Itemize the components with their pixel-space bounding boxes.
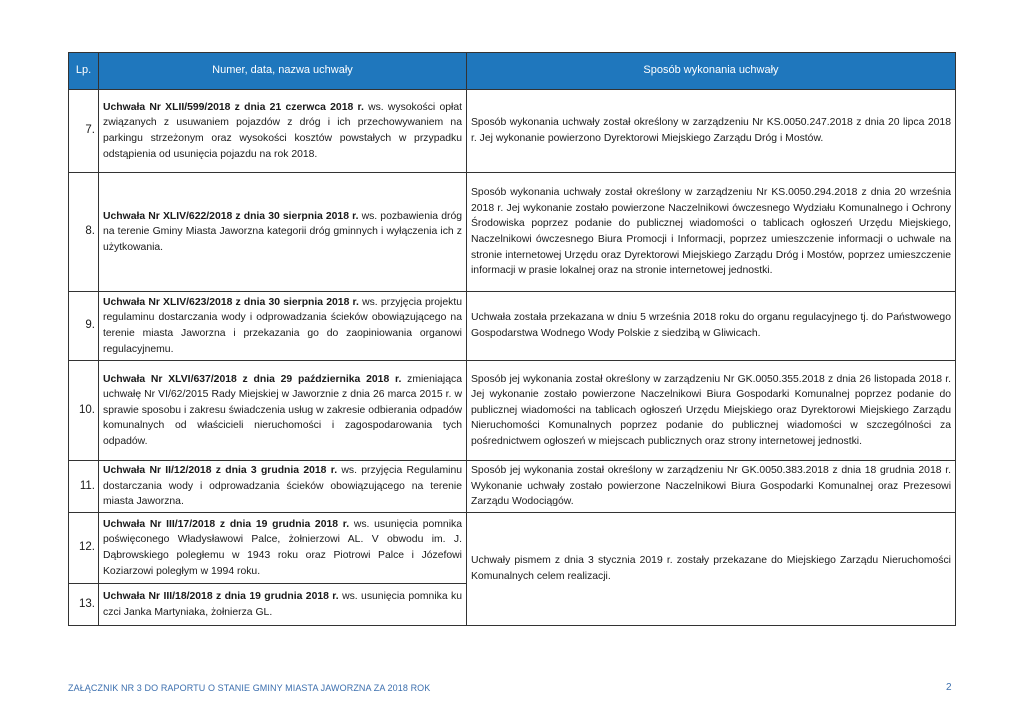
execution-cell: Sposób jej wykonania został określony w zarządzeniu Nr GK.0050.383.2018 z dnia 18 grudnia 2018 r. Wykonanie uchwały zostało powierzone Naczelnikowi Biura Gospodarki Komunalnej oraz Prezesowi Zarządu Wodociągów. (467, 461, 956, 513)
row-number: 10. (69, 361, 99, 461)
resolution-title: Uchwała Nr XLVI/637/2018 z dnia 29 października 2018 r. (103, 373, 402, 385)
column-header-resolution: Numer, data, nazwa uchwały (99, 53, 467, 90)
table-row (69, 173, 956, 292)
table-row (69, 292, 956, 361)
resolution-cell (99, 173, 467, 292)
resolution-subject: ws. wysokości opłat związanych z usuwaniem pojazdów z dróg i ich przechowywaniem na parkingu strzeżonym oraz wysokości kosztów powstałych w przypadku odstąpienia od usunięcia pojazdu na rok 2018. (103, 101, 462, 160)
table-row (69, 461, 956, 513)
resolution-subject: ws. usunięcia pomnika poświęconego Władysławowi Palce, żołnierzowi AL. V obwodu im. J. Dąbrowskiego poległemu w 1943 roku oraz Piotrowi Palce i Józefowi Koziarzowi poległym w 1994 roku. (103, 518, 462, 577)
row-number: 9. (69, 292, 99, 361)
resolution-title: Uchwała Nr XLII/599/2018 z dnia 21 czerwca 2018 r. (103, 101, 364, 113)
resolution-cell (99, 292, 467, 361)
resolution-title: Uchwała Nr III/17/2018 z dnia 19 grudnia 2018 r. (103, 518, 350, 530)
resolution-cell (99, 361, 467, 461)
resolution-title: Uchwała Nr II/12/2018 z dnia 3 grudnia 2018 r. (103, 465, 338, 477)
execution-cell: Uchwała została przekazana w dniu 5 września 2018 roku do organu regulacyjnego tj. do Państwowego Gospodarstwa Wodnego Wody Polskie z siedzibą w Gliwicach. (467, 292, 956, 361)
table-row (69, 90, 956, 173)
resolution-subject: ws. przyjęcia Regulaminu dostarczania wody i odprowadzania ścieków obowiązującego na terenie miasta Jaworzna. (103, 465, 462, 508)
table-row (69, 513, 956, 584)
page-number: 2 (946, 682, 952, 693)
resolution-title: Uchwała Nr III/18/2018 z dnia 19 grudnia 2018 r. (103, 590, 339, 602)
resolution-title: Uchwała Nr XLIV/622/2018 z dnia 30 sierpnia 2018 r. (103, 210, 359, 222)
column-header-lp: Lp. (69, 53, 99, 90)
resolution-cell (99, 461, 467, 513)
resolutions-table (68, 52, 956, 626)
row-number: 8. (69, 173, 99, 292)
execution-cell: Sposób jej wykonania został określony w zarządzeniu Nr GK.0050.355.2018 z dnia 26 listopada 2018 r. Jej wykonanie zostało powierzone Naczelnikowi Biura Gospodarki Komunalnej poprzez podanie do publicznej wiadomości na tablicach ogłoszeń Urzędu Miejskiego oraz Dyrektorowi Miejskiego Zarządu Nieruchomości Komunalnych poprzez podanie do publicznej wiadomości w szczególności za pośrednictwem ogłoszeń w miejscach publicznych oraz strony internetowej jednostki. (467, 361, 956, 461)
row-number: 11. (69, 461, 99, 513)
column-header-execution: Sposób wykonania uchwały (467, 53, 956, 90)
row-number: 12. (69, 513, 99, 584)
table-header-row (69, 53, 956, 90)
resolution-subject: ws. usunięcia pomnika ku czci Janka Martyniaka, żołnierza GL. (103, 590, 462, 618)
resolution-subject: ws. pozbawienia dróg na terenie Gminy Miasta Jaworzna kategorii dróg gminnych i wyłączenia ich z użytkowania. (103, 210, 462, 253)
row-number: 13. (69, 584, 99, 626)
execution-cell: Sposób wykonania uchwały został określony w zarządzeniu Nr KS.0050.247.2018 z dnia 20 lipca 2018 r. Jej wykonanie powierzono Dyrektorowi Miejskiego Zarządu Dróg i Mostów. (467, 90, 956, 173)
resolution-cell (99, 584, 467, 626)
row-number: 7. (69, 90, 99, 173)
table-row (69, 361, 956, 461)
resolution-title: Uchwała Nr XLIV/623/2018 z dnia 30 sierpnia 2018 r. (103, 296, 359, 308)
resolution-subject: zmieniająca uchwałę Nr VI/62/2015 Rady Miejskiej w Jaworznie z dnia 26 marca 2015 r. w sprawie sposobu i zakresu świadczenia usług w zakresie odbierania odpadów komunalnych od właścicieli nieruchomości i zagospodarowania tych odpadów. (103, 373, 462, 447)
footer-label: ZAŁĄCZNIK NR 3 DO RAPORTU O STANIE GMINY MIASTA JAWORZNA ZA 2018 ROK (68, 683, 431, 693)
execution-cell: Uchwały pismem z dnia 3 stycznia 2019 r. zostały przekazane do Miejskiego Zarządu Nieruchomości Komunalnych celem realizacji. (467, 513, 956, 626)
resolution-cell (99, 90, 467, 173)
execution-cell: Sposób wykonania uchwały został określony w zarządzeniu Nr KS.0050.294.2018 z dnia 20 września 2018 r. Jej wykonanie zostało powierzone Naczelnikowi ówczesnego Wydziału Komunalnego i Ochrony Środowiska poprzez podanie do publicznej wiadomości o tablicach ogłoszeń Urzędu Miejskiego, Naczelnikowi ówczesnego Biura Promocji i Informacji, poprzez umieszczenie informacji o uchwale na stronie internetowej Urzędu oraz Dyrektorowi Miejskiego Zarządu Dróg i Mostów, poprzez umieszczenie informacji w prasie lokalnej oraz na stronie internetowej jednostki. (467, 173, 956, 292)
resolution-cell (99, 513, 467, 584)
resolution-subject: ws. przyjęcia projektu regulaminu dostarczania wody i odprowadzania ścieków obowiązującego na terenie miasta Jaworzna i przekazania go do zaopiniowania organowi regulacyjnemu. (103, 296, 462, 355)
